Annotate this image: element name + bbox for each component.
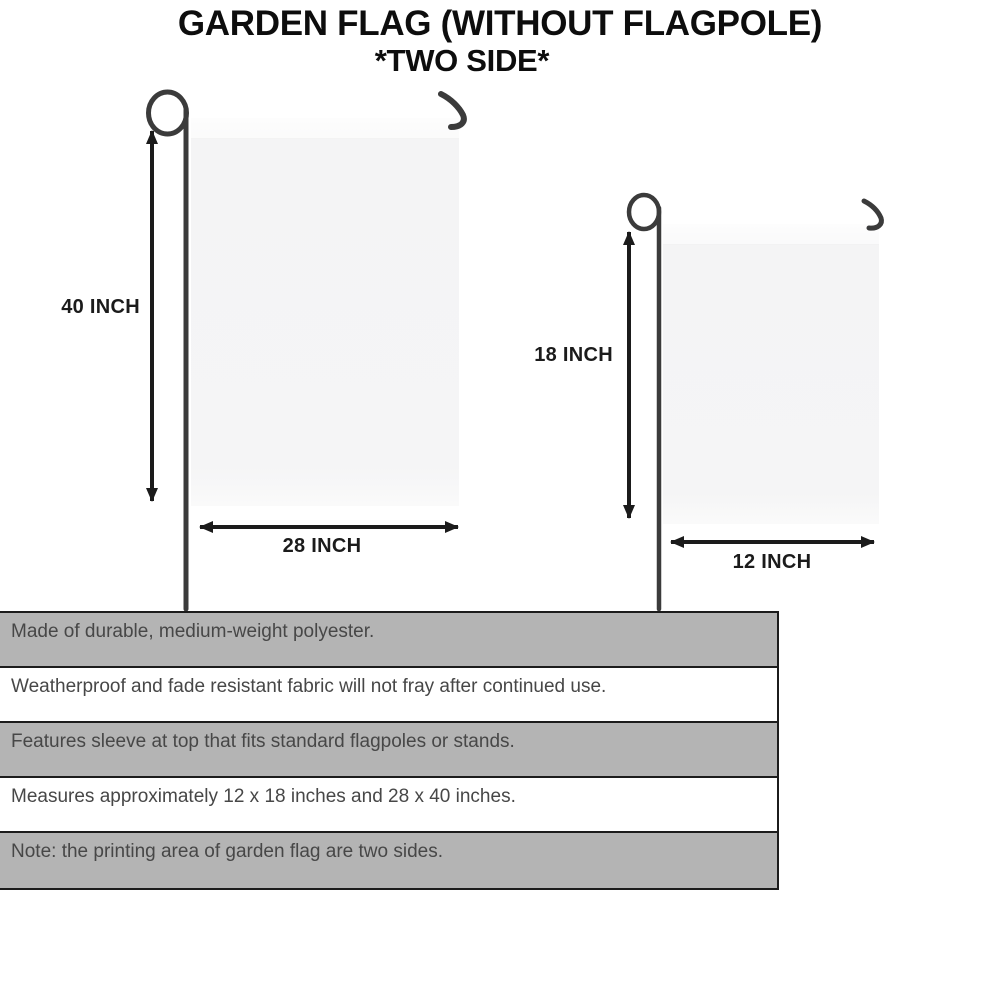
title-line-1: GARDEN FLAG (WITHOUT FLAGPOLE): [177, 4, 823, 43]
large-flag-hanger-hook: [441, 94, 464, 127]
feature-row-material: Made of durable, medium-weight polyester.: [0, 613, 777, 668]
large-flag-pole-loop: [149, 92, 187, 134]
feature-row-sleeve: Features sleeve at top that fits standard flagpoles or stands.: [0, 723, 777, 778]
large-flag-width-label: 28 INCH: [282, 535, 362, 557]
feature-table: [0, 611, 779, 890]
feature-row-note: Note: the printing area of garden flag are two sides.: [0, 833, 777, 888]
feature-row-measurements: Measures approximately 12 x 18 inches and 28 x 40 inches.: [0, 778, 777, 833]
small-flag-width-label: 12 INCH: [732, 551, 812, 573]
small-flag-pole-loop: [629, 195, 659, 229]
small-flag-hanger-hook: [864, 201, 881, 228]
large-flag-height-label: 40 INCH: [61, 296, 140, 318]
feature-row-weatherproof: Weatherproof and fade resistant fabric will not fray after continued use.: [0, 668, 777, 723]
title-line-2: *TWO SIDE*: [374, 42, 550, 78]
small-flag-height-label: 18 INCH: [534, 344, 613, 366]
